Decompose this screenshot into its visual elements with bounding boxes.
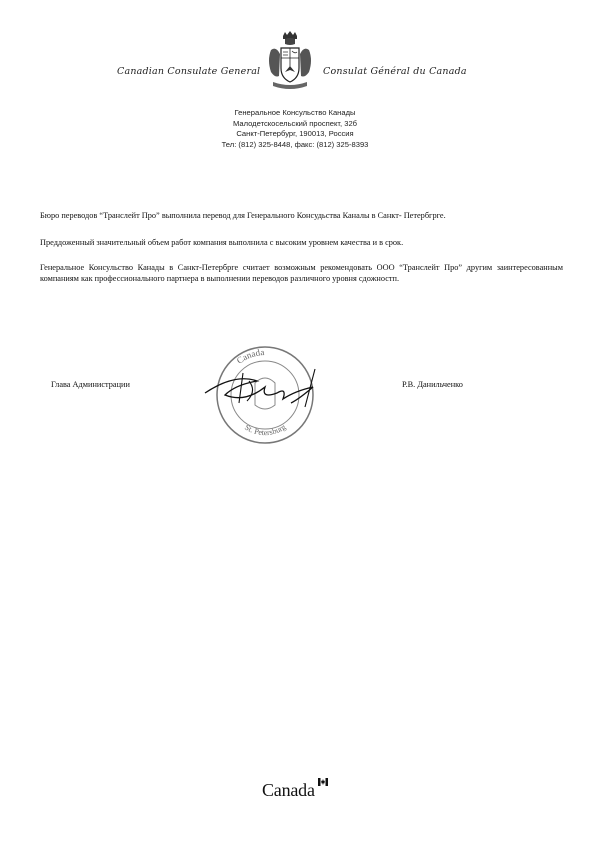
canada-flag-icon — [318, 778, 328, 786]
paragraph-2: Преддоженный значительный объем работ компания выполнила с высоким уровнем качества и в срок. — [40, 238, 404, 247]
signatory-name: Р.В. Данильченко — [402, 380, 463, 389]
header-left-title: Canadian Consulate General — [117, 66, 261, 77]
seal-top-text: Canada — [234, 346, 265, 366]
paragraph-3: Генеральное Консульство Канады в Санкт-Петербрге считает возможным рекомендовать ООО “Транслейт Про” другим заинтересованным компаниям как профессионального партнера в выполнении переводов различного уровня сдожностп. — [40, 263, 563, 283]
address-line-1: Генеральное Консульство Канады — [234, 108, 356, 117]
official-seal-icon — [195, 333, 335, 453]
address-line-4: Тел: (812) 325-8448, факс: (812) 325-8393 — [221, 139, 369, 149]
paragraph-1: Бюро переводов “Транслейт Про” выполнила перевод для Генерального Консудьства Каналы в Санкт- Петербгрге. — [40, 211, 446, 220]
seal-bottom-text: St. Petersburg — [243, 422, 288, 438]
consulate-address — [150, 108, 440, 150]
canada-wordmark: Canada — [262, 780, 315, 800]
coat-of-arms-icon — [265, 30, 315, 90]
signatory-title: Глава Администрации — [51, 380, 130, 389]
address-line-2: Малодетскосельский проспект, 32б — [232, 118, 358, 128]
header-right-title: Consulat Général du Canada — [323, 66, 467, 77]
svg-text:St. Petersburg — [243, 422, 287, 437]
address-line-3: Санкт-Петербург, 190013, Россия — [236, 129, 354, 138]
